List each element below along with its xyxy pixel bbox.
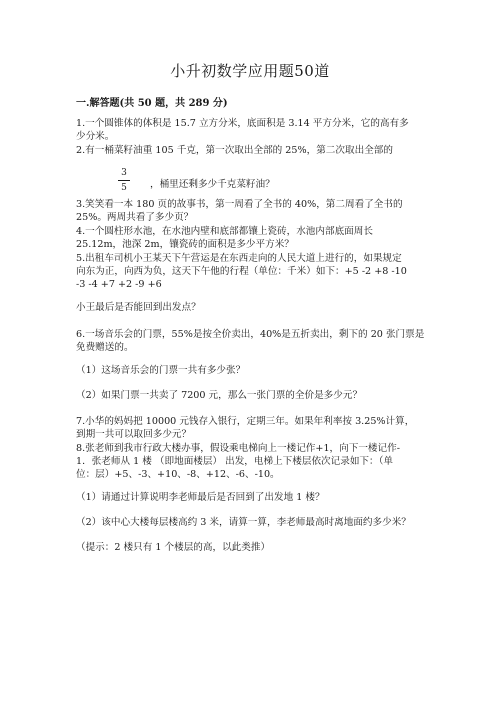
question-8-line-1: 8.张老师到我市行政大楼办事，假设乘电梯向上一楼记作+1，向下一楼记作- bbox=[76, 443, 400, 454]
question-1-line-1: 1.一个圆锥体的体积是 15.7 立方分米，底面积是 3.14 平方分米，它的高有多 bbox=[76, 118, 409, 129]
question-3-line-1: 3.笑笑看一本 180 页的故事书，第一周看了全书的 40%，第二周看了全书的 bbox=[76, 199, 403, 210]
question-3-line-2: 25%。两周共看了多少页？ bbox=[76, 212, 194, 223]
question-6-sub-1: （1）这场音乐会的门票一共有多少张？ bbox=[76, 365, 246, 376]
question-6-sub-2: （2）如果门票一共卖了 7200 元，那么一张门票的全价是多少元？ bbox=[76, 390, 363, 401]
question-5-sub: 小王最后是否能回到出发点？ bbox=[76, 302, 201, 313]
question-4-line-2: 25.12m，池深 2m，镶瓷砖的面积是多少平方米？ bbox=[76, 239, 294, 250]
question-5-line-2: 向东为正，向西为负，这天下午他的行程（单位：千米）如下：+5 -2 +8 -10 bbox=[76, 266, 407, 277]
question-6-line-1: 6.一场音乐会的门票，55%是按全价卖出，40%是五折卖出，剩下的 20 张门票是 bbox=[76, 329, 425, 340]
question-5-line-3: -3 -4 +7 +2 -9 +6 bbox=[76, 279, 162, 290]
question-1-line-2: 少分米。 bbox=[76, 131, 115, 142]
fraction-denominator: 5 bbox=[121, 183, 127, 193]
question-4-line-1: 4.一个圆柱形水池，在水池内壁和底部都镶上瓷砖，水池内部底面周长 bbox=[76, 226, 373, 237]
section-heading: 一.解答题(共 50 题，共 289 分) bbox=[76, 98, 228, 109]
fraction-three-fifths bbox=[118, 168, 130, 193]
question-2-line-2: ，桶里还剩多少千克菜籽油？ bbox=[150, 179, 275, 190]
question-8-sub-2: （2）该中心大楼每层楼高约 3 米，请算一算，李老师最高时离地面约多少米？ bbox=[76, 517, 411, 528]
question-8-line-3: 位：层）+5、-3、+10、-8、+12、-6、-10。 bbox=[76, 469, 280, 480]
question-8-line-2: 1．张老师从 1 楼 （即地面楼层） 出发，电梯上下楼层依次记录如下：（单 bbox=[76, 456, 394, 467]
question-8-hint: （提示：2 楼只有 1 个楼层的高，以此类推） bbox=[76, 542, 271, 553]
question-5-line-1: 5.出租车司机小王某天下午营运是在东西走向的人民大道上进行的，如果规定 bbox=[76, 253, 402, 264]
question-7-line-2: 到期一共可以取回多少元？ bbox=[76, 429, 192, 440]
fraction-bar bbox=[118, 180, 130, 181]
page-title: 小升初数学应用题50道 bbox=[170, 62, 330, 80]
fraction-numerator: 3 bbox=[121, 168, 127, 178]
question-6-line-2: 免费赠送的。 bbox=[76, 342, 134, 353]
question-2-line-1: 2.有一桶菜籽油重 105 千克，第一次取出全部的 25%，第二次取出全部的 bbox=[76, 145, 393, 156]
question-8-sub-1: （1）请通过计算说明李老师最后是否回到了出发地 1 楼？ bbox=[76, 492, 325, 503]
question-7-line-1: 7.小华的妈妈把 10000 元钱存入银行，定期三年。如果年利率按 3.25%计算， bbox=[76, 416, 415, 427]
